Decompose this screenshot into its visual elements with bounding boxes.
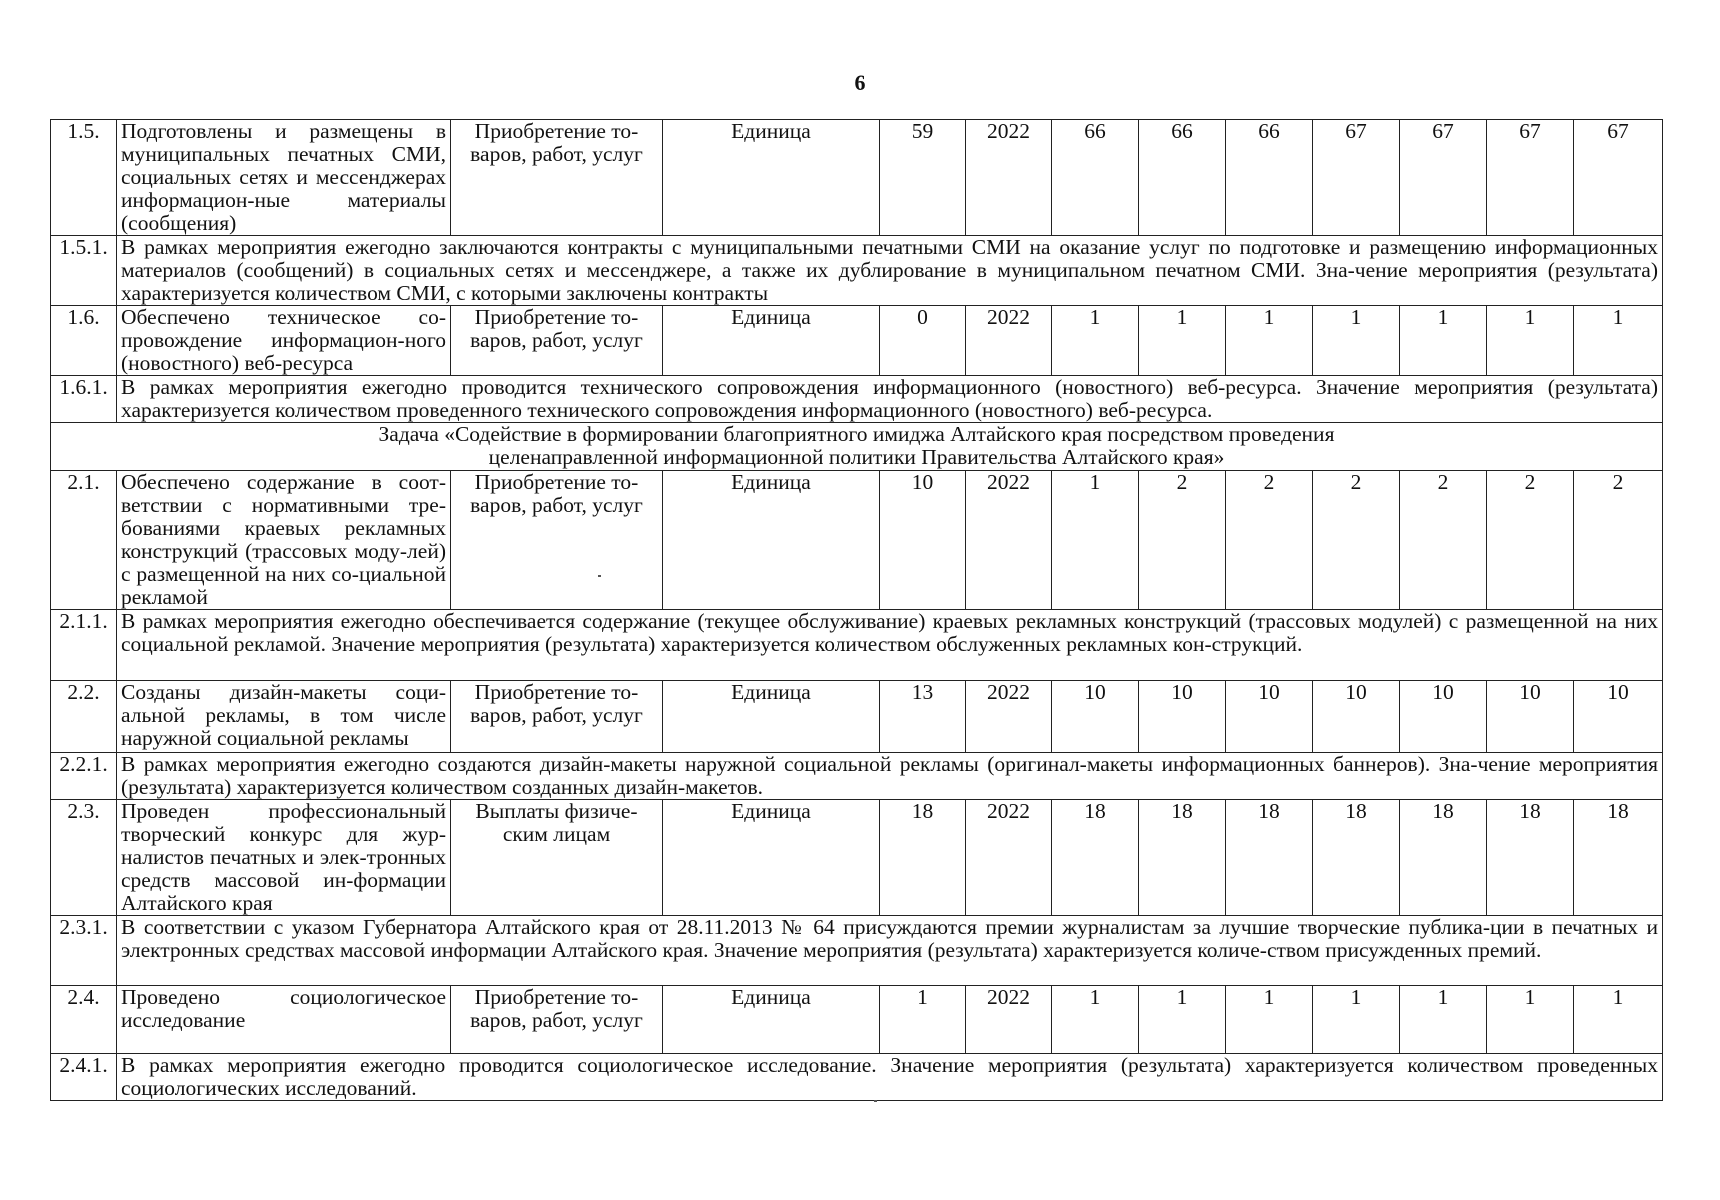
year-value: 10 bbox=[1574, 681, 1663, 753]
year-value: 1 bbox=[1052, 306, 1139, 376]
year-value: 67 bbox=[1487, 120, 1574, 236]
base-year: 2022 bbox=[966, 800, 1052, 916]
row-number: 2.1.1. bbox=[51, 610, 117, 681]
task-heading-line: Задача «Содействие в формировании благоприятного имиджа Алтайского края посредством проведения bbox=[378, 422, 1335, 446]
row-number: 2.1. bbox=[51, 471, 117, 610]
year-value: 10 bbox=[1139, 681, 1226, 753]
base-year: 2022 bbox=[966, 306, 1052, 376]
description-row bbox=[51, 610, 1663, 681]
base-value: 59 bbox=[880, 120, 966, 236]
base-year: 2022 bbox=[966, 986, 1052, 1054]
measure-description: В рамках мероприятия ежегодно обеспечивается содержание (текущее обслуживание) краевых рекламных конструкций (трассовых модулей) с размещенной на них социальной рекламой. Значение мероприятия (результата) характеризуется количеством обслуженных рекламных кон-струкций. bbox=[117, 610, 1663, 681]
row-number: 2.4. bbox=[51, 986, 117, 1054]
year-value: 18 bbox=[1487, 800, 1574, 916]
year-value: 18 bbox=[1400, 800, 1487, 916]
measure-type: Выплаты физиче-ским лицам bbox=[451, 800, 663, 916]
year-value: 18 bbox=[1226, 800, 1313, 916]
year-value: 2 bbox=[1574, 471, 1663, 610]
measure-type: Приобретение то-варов, работ, услуг bbox=[451, 986, 663, 1054]
year-value: 10 bbox=[1226, 681, 1313, 753]
year-value: 1 bbox=[1400, 986, 1487, 1054]
measure-description: В рамках мероприятия ежегодно проводится технического сопровождения информационного (новостного) веб-ресурса. Значение мероприятия (результата) характеризуется количеством проведенного технического сопровождения информационного (новостного) веб-ресурса. bbox=[117, 376, 1663, 423]
row-number: 1.6. bbox=[51, 306, 117, 376]
year-value: 1 bbox=[1226, 986, 1313, 1054]
base-value: 0 bbox=[880, 306, 966, 376]
year-value: 10 bbox=[1487, 681, 1574, 753]
year-value: 66 bbox=[1139, 120, 1226, 236]
year-value: 1 bbox=[1313, 306, 1400, 376]
measure-row bbox=[51, 120, 1663, 236]
measure-row bbox=[51, 306, 1663, 376]
base-year: 2022 bbox=[966, 471, 1052, 610]
task-row bbox=[51, 423, 1663, 471]
description-row bbox=[51, 1054, 1663, 1101]
measure-unit: Единица bbox=[663, 306, 880, 376]
year-value: 1 bbox=[1139, 306, 1226, 376]
row-number: 2.2.1. bbox=[51, 753, 117, 800]
measure-unit: Единица bbox=[663, 471, 880, 610]
measure-description: В рамках мероприятия ежегодно проводится социологическое исследование. Значение мероприятия (результата) характеризуется количеством проведенных социологических исследований. bbox=[117, 1054, 1663, 1101]
year-value: 66 bbox=[1052, 120, 1139, 236]
measure-name: Проведено социологическое исследование bbox=[117, 986, 451, 1054]
row-number: 2.2. bbox=[51, 681, 117, 753]
year-value: 2 bbox=[1226, 471, 1313, 610]
measure-name: Обеспечено техническое со-провождение информацион-ного (новостного) веб-ресурса bbox=[117, 306, 451, 376]
measure-description: В рамках мероприятия ежегодно заключаются контракты с муниципальными печатными СМИ на оказание услуг по подготовке и размещению информационных материалов (сообщений) в социальных сетях и мессенджере, а также их дублирование в муниципальном печатном СМИ. Зна-чение мероприятия (результата) характеризуется количеством СМИ, с которыми заключены контракты bbox=[117, 236, 1663, 306]
year-value: 1 bbox=[1226, 306, 1313, 376]
measures-table bbox=[50, 119, 1663, 1101]
year-value: 1 bbox=[1139, 986, 1226, 1054]
description-row bbox=[51, 916, 1663, 986]
scan-artifact-dot bbox=[598, 575, 601, 577]
year-value: 2 bbox=[1313, 471, 1400, 610]
measure-row bbox=[51, 681, 1663, 753]
task-heading bbox=[51, 423, 1663, 471]
row-number: 1.6.1. bbox=[51, 376, 117, 423]
base-value: 1 bbox=[880, 986, 966, 1054]
year-value: 1 bbox=[1574, 986, 1663, 1054]
year-value: 2 bbox=[1400, 471, 1487, 610]
base-value: 18 bbox=[880, 800, 966, 916]
row-number: 2.4.1. bbox=[51, 1054, 117, 1101]
measure-unit: Единица bbox=[663, 120, 880, 236]
measure-name: Обеспечено содержание в соот-ветствии с нормативными тре-бованиями краевых рекламных конструкций (трассовых моду-лей) с размещенной на них со-циальной рекламой bbox=[117, 471, 451, 610]
row-number: 2.3.1. bbox=[51, 916, 117, 986]
base-year: 2022 bbox=[966, 120, 1052, 236]
measure-name: Созданы дизайн-макеты соци-альной рекламы, в том числе наружной социальной рекламы bbox=[117, 681, 451, 753]
page-number: 6 bbox=[854, 70, 866, 95]
year-value: 18 bbox=[1139, 800, 1226, 916]
year-value: 1 bbox=[1574, 306, 1663, 376]
year-value: 10 bbox=[1400, 681, 1487, 753]
measure-type: Приобретение то-варов, работ, услуг bbox=[451, 471, 663, 610]
year-value: 67 bbox=[1400, 120, 1487, 236]
year-value: 1 bbox=[1313, 986, 1400, 1054]
year-value: 66 bbox=[1226, 120, 1313, 236]
description-row bbox=[51, 753, 1663, 800]
row-number: 1.5.1. bbox=[51, 236, 117, 306]
year-value: 10 bbox=[1313, 681, 1400, 753]
measure-type: Приобретение то-варов, работ, услуг bbox=[451, 681, 663, 753]
year-value: 1 bbox=[1487, 986, 1574, 1054]
measure-row bbox=[51, 471, 1663, 610]
measure-row bbox=[51, 986, 1663, 1054]
measure-name: Подготовлены и размещены в муниципальных печатных СМИ, социальных сетях и мессенджерах информацион-ные материалы (сообщения) bbox=[117, 120, 451, 236]
measure-name: Проведен профессиональный творческий конкурс для жур-налистов печатных и элек-тронных средств массовой ин-формации Алтайского края bbox=[117, 800, 451, 916]
measure-row bbox=[51, 800, 1663, 916]
base-year: 2022 bbox=[966, 681, 1052, 753]
base-value: 10 bbox=[880, 471, 966, 610]
measure-type: Приобретение то-варов, работ, услуг bbox=[451, 306, 663, 376]
base-value: 13 bbox=[880, 681, 966, 753]
table-body bbox=[51, 120, 1663, 1101]
year-value: 10 bbox=[1052, 681, 1139, 753]
measure-description: В соответствии с указом Губернатора Алтайского края от 28.11.2013 № 64 присуждаются премии журналистам за лучшие творческие публика-ции в печатных и электронных средствах массовой информации Алтайского края. Значение мероприятия (результата) характеризуется количе-ством присужденных премий. bbox=[117, 916, 1663, 986]
year-value: 1 bbox=[1052, 471, 1139, 610]
description-row bbox=[51, 236, 1663, 306]
measure-unit: Единица bbox=[663, 800, 880, 916]
description-row bbox=[51, 376, 1663, 423]
task-heading-line: целенаправленной информационной политики Правительства Алтайского края» bbox=[488, 445, 1225, 469]
year-value: 2 bbox=[1487, 471, 1574, 610]
measure-unit: Единица bbox=[663, 986, 880, 1054]
year-value: 1 bbox=[1400, 306, 1487, 376]
year-value: 67 bbox=[1313, 120, 1400, 236]
measure-unit: Единица bbox=[663, 681, 880, 753]
year-value: 67 bbox=[1574, 120, 1663, 236]
row-number: 2.3. bbox=[51, 800, 117, 916]
measure-type: Приобретение то-варов, работ, услуг bbox=[451, 120, 663, 236]
year-value: 1 bbox=[1052, 986, 1139, 1054]
year-value: 18 bbox=[1313, 800, 1400, 916]
measure-description: В рамках мероприятия ежегодно создаются дизайн-макеты наружной социальной рекламы (оригинал-макеты информационных баннеров). Зна-чение мероприятия (результата) характеризуется количеством созданных дизайн-макетов. bbox=[117, 753, 1663, 800]
year-value: 1 bbox=[1487, 306, 1574, 376]
row-number: 1.5. bbox=[51, 120, 117, 236]
scan-artifact-dot bbox=[874, 1100, 877, 1102]
year-value: 18 bbox=[1052, 800, 1139, 916]
year-value: 18 bbox=[1574, 800, 1663, 916]
year-value: 2 bbox=[1139, 471, 1226, 610]
